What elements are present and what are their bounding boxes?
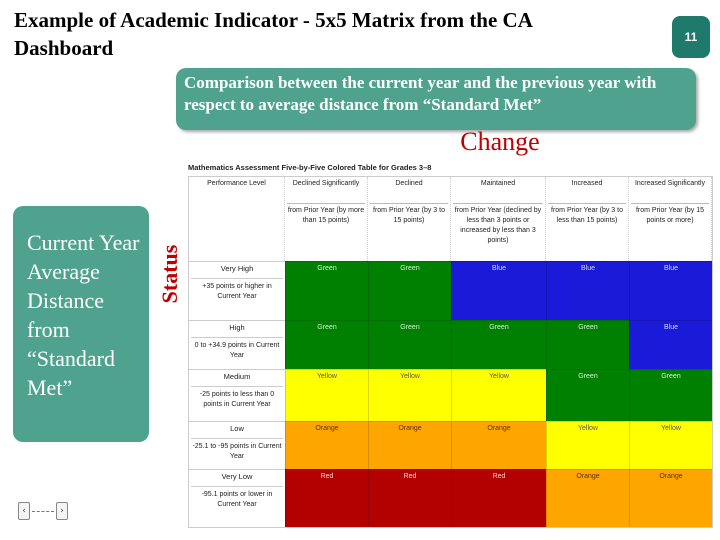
corner-label: Performance Level	[207, 180, 266, 187]
row-desc: +35 points or higher in Current Year	[191, 278, 283, 302]
column-name: Increased Significantly	[634, 180, 706, 187]
matrix-cell: Orange	[451, 421, 546, 469]
matrix-cell: Yellow	[285, 369, 368, 421]
chevron-left-icon[interactable]: ‹	[18, 502, 30, 520]
page-number-badge: 11	[672, 16, 710, 58]
column-name: Maintained	[480, 180, 516, 187]
column-desc: from Prior Year (by 3 to less than 15 points)	[548, 203, 626, 226]
matrix-cell: Green	[629, 369, 712, 421]
matrix-cell: Green	[285, 320, 368, 369]
column-name: Increased	[571, 180, 603, 187]
matrix-cell: Red	[285, 469, 368, 527]
column-header	[285, 177, 368, 261]
matrix-cell: Orange	[368, 421, 451, 469]
matrix-title: Mathematics Assessment Five-by-Five Colored Table for Grades 3–8	[188, 163, 432, 172]
row-header	[189, 320, 285, 369]
matrix-cell: Blue	[629, 320, 712, 369]
five-by-five-matrix	[186, 160, 710, 534]
row-name: Low	[230, 424, 244, 433]
matrix-cell: Orange	[629, 469, 712, 527]
column-header	[451, 177, 546, 261]
row-name: Very Low	[221, 472, 253, 481]
row-desc: -95.1 points or lower in Current Year	[191, 486, 283, 510]
matrix-cell: Blue	[629, 261, 712, 320]
matrix-cell: Red	[451, 469, 546, 527]
matrix-grid	[188, 176, 713, 528]
column-name: Declined Significantly	[292, 180, 360, 187]
column-header	[546, 177, 629, 261]
matrix-cell: Green	[368, 261, 451, 320]
matrix-cell: Yellow	[546, 421, 629, 469]
matrix-cell: Red	[368, 469, 451, 527]
row-header	[189, 469, 285, 527]
column-desc: from Prior Year (by more than 15 points)	[287, 203, 365, 226]
nav-divider	[32, 511, 54, 512]
matrix-cell: Green	[451, 320, 546, 369]
change-axis-label: Change	[460, 127, 540, 156]
matrix-cell: Orange	[546, 469, 629, 527]
matrix-cell: Yellow	[629, 421, 712, 469]
column-header	[368, 177, 451, 261]
row-name: Medium	[223, 372, 251, 381]
matrix-cell: Yellow	[451, 369, 546, 421]
matrix-cell: Green	[285, 261, 368, 320]
slide-navigation	[18, 502, 68, 520]
row-name: Very High	[220, 264, 254, 273]
column-desc: from Prior Year (by 3 to 15 points)	[370, 203, 448, 226]
matrix-cell: Blue	[451, 261, 546, 320]
row-name: High	[229, 323, 245, 332]
row-desc: 0 to +34.9 points in Current Year	[191, 337, 283, 361]
comparison-callout: Comparison between the current year and the previous year with respect to average distance from “Standard Met”	[176, 68, 696, 130]
row-header	[189, 369, 285, 421]
matrix-cell: Yellow	[368, 369, 451, 421]
column-name: Declined	[395, 180, 423, 187]
matrix-cell: Green	[546, 369, 629, 421]
column-desc: from Prior Year (by 15 points or more)	[631, 203, 709, 226]
matrix-cell: Blue	[546, 261, 629, 320]
row-desc: -25.1 to -95 points in Current Year	[191, 438, 283, 462]
row-desc: -25 points to less than 0 points in Current Year	[191, 386, 283, 410]
status-description-box: Current Year Average Distance from “Standard Met”	[13, 206, 149, 442]
matrix-corner-header	[189, 177, 285, 261]
matrix-cell: Green	[368, 320, 451, 369]
chevron-right-icon[interactable]: ›	[56, 502, 68, 520]
row-header	[189, 421, 285, 469]
status-axis-label: Status	[157, 244, 182, 304]
column-header	[629, 177, 712, 261]
slide-title: Example of Academic Indicator - 5x5 Matrix from the CA Dashboard	[14, 8, 532, 60]
matrix-cell: Orange	[285, 421, 368, 469]
matrix-cell: Green	[546, 320, 629, 369]
row-header	[189, 261, 285, 320]
column-desc: from Prior Year (declined by less than 3 points or increased by less than 3 points)	[453, 203, 543, 246]
